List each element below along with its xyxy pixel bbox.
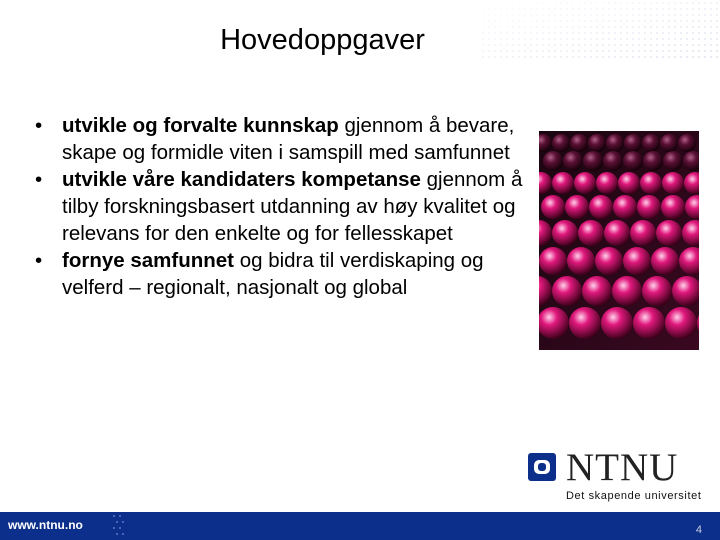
bullet-dot: • bbox=[35, 249, 43, 272]
footer-url-link[interactable]: www.ntnu.no bbox=[8, 518, 83, 532]
bullet-text: og bidra til verdiskaping og velferd – regionalt, nasjonalt og global bbox=[62, 249, 484, 299]
bullet-text: gjennom å bevare, skape og formidle viten i samspill med samfunnet bbox=[62, 114, 515, 164]
bullet-bold-text: utvikle våre kandidaters kompetanse bbox=[62, 168, 421, 191]
bullet-dot: • bbox=[35, 168, 43, 191]
ntnu-wordmark: NTNU bbox=[566, 446, 679, 489]
ntnu-square-icon bbox=[528, 453, 556, 481]
footer-bar bbox=[0, 512, 720, 540]
bullet-item bbox=[35, 247, 540, 301]
bullet-text: gjennom å tilby forskningsbasert utdanning av høy kvalitet og relevans for den enkelte og for fellesskapet bbox=[62, 168, 523, 245]
bullet-bold-text: fornye samfunnet bbox=[62, 249, 234, 272]
bullet-item bbox=[35, 166, 540, 247]
slide-title: Hovedoppgaver bbox=[220, 24, 425, 56]
bullet-item bbox=[35, 112, 540, 166]
ntnu-logo bbox=[528, 448, 713, 508]
footer-dot-pattern bbox=[110, 512, 130, 540]
bullet-list bbox=[35, 112, 540, 301]
pink-spheres-photo bbox=[539, 131, 699, 350]
ntnu-tagline: Det skapende universitet bbox=[566, 490, 702, 502]
bullet-dot: • bbox=[35, 114, 43, 137]
bullet-bold-text: utvikle og forvalte kunnskap bbox=[62, 114, 339, 137]
page-number: 4 bbox=[695, 524, 702, 536]
